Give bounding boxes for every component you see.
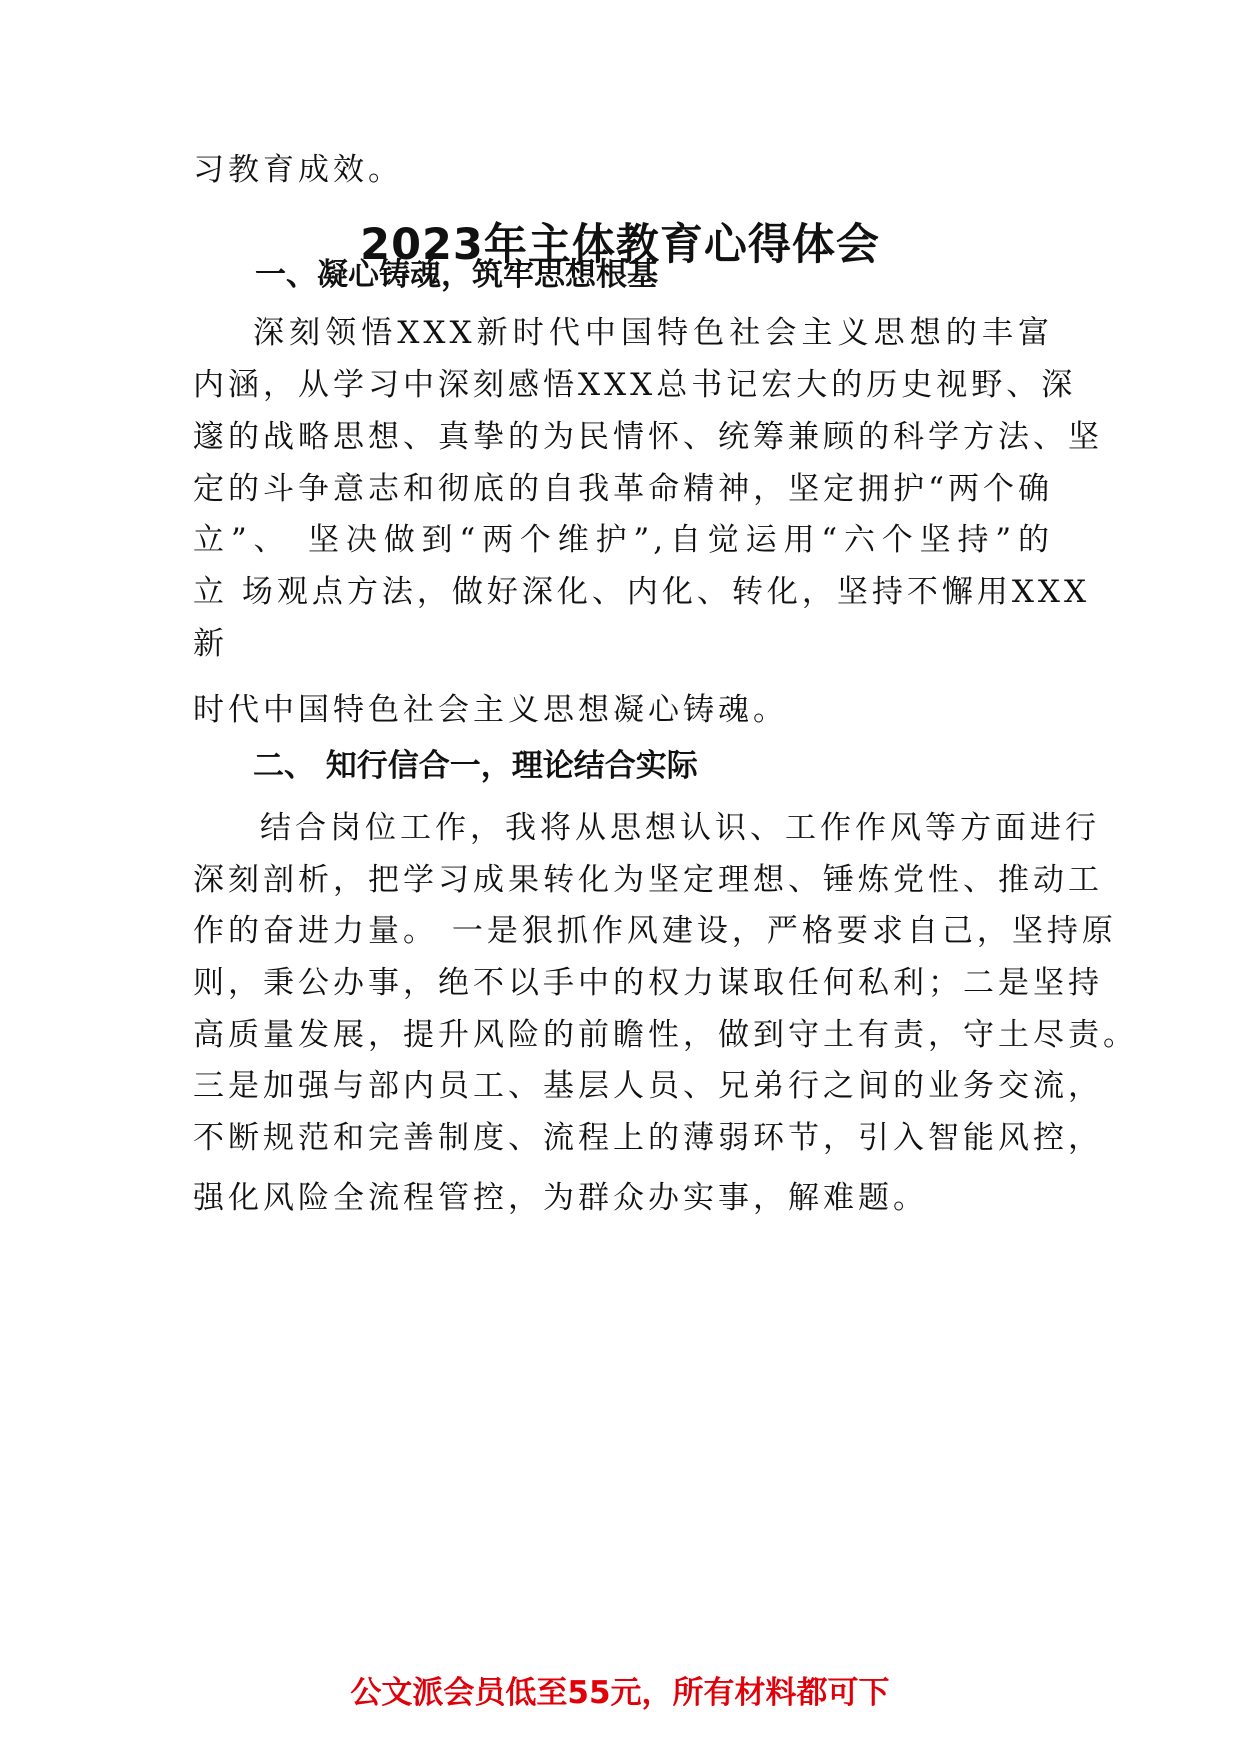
section1-line: 立”、 坚决做到“两个维护”,自觉运用“六个坚持”的 [193,522,1053,558]
section2-heading: 二、 知行信合一，理论结合实际 [253,748,698,784]
section2-line: 则，秉公办事，绝不以手中的权力谋取任何私利；二是坚持 [193,965,1103,1001]
document-title: 2023年主体教育心得体会 [360,220,880,270]
section2-line: 高质量发展，提升风险的前瞻性，做到守土有责，守土尽责。 [193,1017,1138,1053]
section2-line: 不断规范和完善制度、流程上的薄弱环节，引入智能风控， [193,1120,1103,1156]
footer-promo: 公文派会员低至55元，所有材料都可下 [350,1675,890,1711]
section1-line: 新 [193,626,228,662]
section2-line: 强化风险全流程管控，为群众办实事，解难题。 [193,1180,928,1216]
section1-line: 时代中国特色社会主义思想凝心铸魂。 [193,692,788,728]
leading-text: 习教育成效。 [193,152,403,188]
section1-line: 定的斗争意志和彻底的自我革命精神，坚定拥护“两个确 [193,471,1053,507]
section1-heading: 一、凝心铸魂，筑牢思想根基 [255,257,658,293]
section2-line: 结合岗位工作，我将从思想认识、工作作风等方面进行 [260,810,1100,846]
section2-line: 深刻剖析，把学习成果转化为坚定理想、锤炼党性、推动工 [193,862,1103,898]
section1-line: 立 场观点方法，做好深化、内化、转化，坚持不懈用XXX [193,574,1091,610]
section1-line: 内涵，从学习中深刻感悟XXX总书记宏大的历史视野、深 [193,367,1077,403]
section1-line: 深刻领悟XXX新时代中国特色社会主义思想的丰富 [253,315,1053,351]
section2-line: 作的奋进力量。 一是狠抓作风建设，严格要求自己，坚持原 [193,913,1117,949]
section2-line: 三是加强与部内员工、基层人员、兄弟行之间的业务交流， [193,1068,1103,1104]
section1-line: 邃的战略思想、真挚的为民情怀、统筹兼顾的科学方法、坚 [193,419,1103,455]
